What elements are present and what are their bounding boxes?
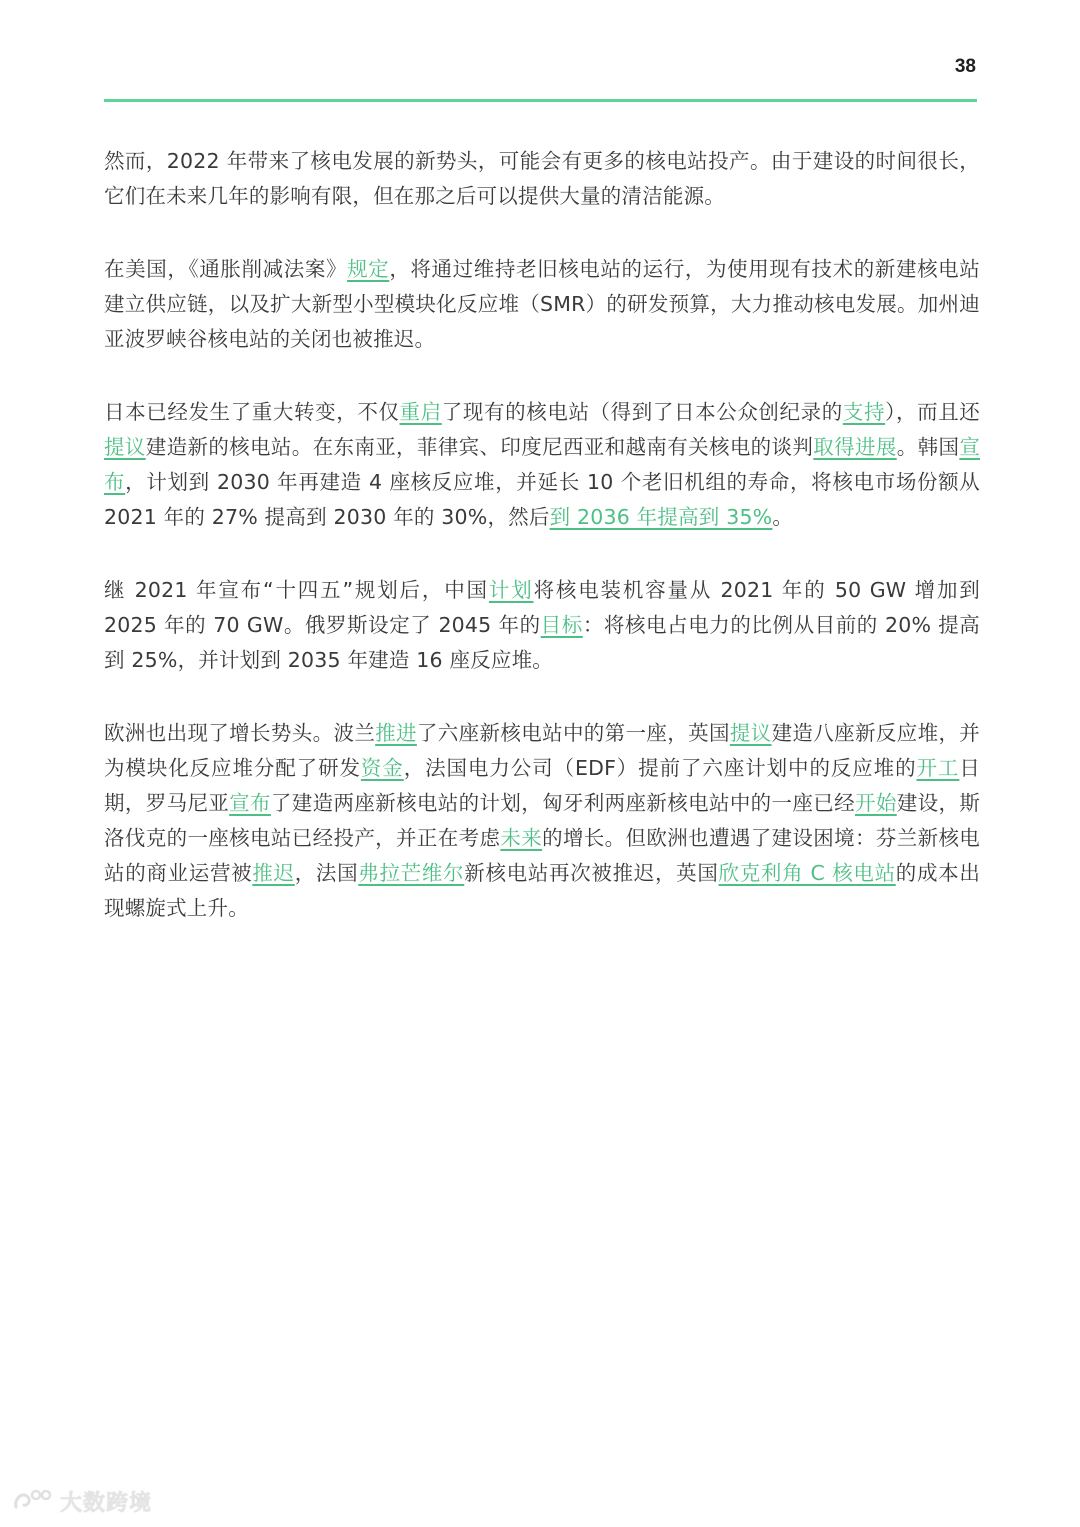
link-restart[interactable]: 重启 (399, 400, 442, 424)
paragraph-text: 日本已经发生了重大转变，不仅 (104, 400, 400, 424)
paragraph-text: 将核电装机容量从 2021 年的 50 GW 增加到 2025 年的 70 GW。俄罗斯设定了 2045 年的 (104, 578, 980, 637)
link-russia-goal[interactable]: 目标 (540, 613, 583, 637)
watermark (12, 1486, 152, 1517)
link-construction-start[interactable]: 开工 (916, 756, 960, 780)
article-body (104, 144, 980, 964)
paragraph-text: ，法国电力公司（EDF）提前了六座计划中的反应堆的 (403, 756, 917, 780)
paragraph-3 (104, 395, 980, 535)
link-proposal-japan[interactable]: 提议 (104, 435, 146, 459)
paragraph-text: 了建造两座新核电站的计划，匈牙利两座新核电站中的一座已经 (270, 791, 855, 815)
paragraph-text: 。韩国 (896, 435, 960, 459)
paragraph-text: 继 2021 年宣布“十四五”规划后，中国 (104, 578, 489, 602)
link-finland-delay[interactable]: 推迟 (252, 861, 295, 885)
paragraph-5 (104, 716, 980, 926)
paragraph-text: ：将核电占电力的比例从目前的 20% 提高到 25%，并计划到 2035 年建造 16 座反应堆。 (104, 613, 980, 672)
header-divider (104, 99, 977, 102)
paragraph-text: 欧洲也出现了增长势头。波兰 (104, 721, 376, 745)
paragraph-text: 了现有的核电站（得到了日本公众创纪录的 (441, 400, 843, 424)
logo-mark-icon (12, 1487, 54, 1517)
link-poland-advance[interactable]: 推进 (375, 721, 417, 745)
paragraph-text: 了六座新核电站中的第一座，英国 (416, 721, 730, 745)
paragraph-text: ，法国 (294, 861, 359, 885)
paragraph-4 (104, 573, 980, 678)
link-romania-announce[interactable]: 宣布 (229, 791, 271, 815)
paragraph-text: 建造八座新反应堆，并为模块化反应堆分配了研发 (104, 721, 981, 780)
paragraph-text: ），而且还 (885, 400, 980, 424)
link-progress[interactable]: 取得进展 (813, 435, 897, 459)
link-korea-announce[interactable]: 宣布 (104, 435, 981, 494)
link-hungary-begin[interactable]: 开始 (855, 791, 897, 815)
link-funding[interactable]: 资金 (360, 756, 404, 780)
paragraph-2 (104, 252, 980, 357)
page-number: 38 (954, 56, 976, 77)
link-china-plan[interactable]: 计划 (488, 578, 534, 602)
paragraph-text: 日期，罗马尼亚 (104, 756, 981, 815)
paragraph-text: 的增长。但欧洲也遭遇了建设困境：芬兰新核电站的商业运营被 (104, 826, 981, 885)
paragraph-text: ，计划到 2030 年再建造 4 座核反应堆，并延长 10 个老旧机组的寿命，将核电市场份额从 2021 年的 27% 提高到 2030 年的 30%，然后 (104, 470, 981, 529)
link-flamanville[interactable]: 弗拉芒维尔 (358, 861, 465, 885)
paragraph-1 (104, 144, 980, 214)
paragraph-text: 。 (772, 505, 794, 529)
link-uk-proposal[interactable]: 提议 (729, 721, 772, 745)
link-support[interactable]: 支持 (842, 400, 886, 424)
link-future[interactable]: 未来 (500, 826, 543, 850)
paragraph-text: 建设，斯洛伐克的一座核电站已经投产，并正在考虑 (104, 791, 981, 850)
watermark-text: 大数跨境 (60, 1491, 153, 1516)
link-2036-target[interactable]: 到 2036 年提高到 35% (549, 505, 773, 529)
paragraph-text: 然而，2022 年带来了核电发展的新势头，可能会有更多的核电站投产。由于建设的时间很长，它们在未来几年的影响有限，但在那之后可以提供大量的清洁能源。 (104, 149, 980, 208)
paragraph-text: ，将通过维持老旧核电站的运行，为使用现有技术的新建核电站建立供应链，以及扩大新型小型模块化反应堆（SMR）的研发预算，大力推动核电发展。加州迪亚波罗峡谷核电站的关闭也被推迟。 (104, 257, 980, 351)
paragraph-text: 建造新的核电站。在东南亚，菲律宾、印度尼西亚和越南有关核电的谈判 (145, 435, 814, 459)
paragraph-text: 新核电站再次被推迟，英国 (464, 861, 719, 885)
link-hinkley-point[interactable]: 欣克利角 C 核电站 (718, 861, 896, 885)
paragraph-text: 在美国，《通胀削减法案》 (104, 257, 348, 281)
link-regulation[interactable]: 规定 (347, 257, 390, 281)
paragraph-text: 的成本出现螺旋式上升。 (104, 861, 981, 920)
